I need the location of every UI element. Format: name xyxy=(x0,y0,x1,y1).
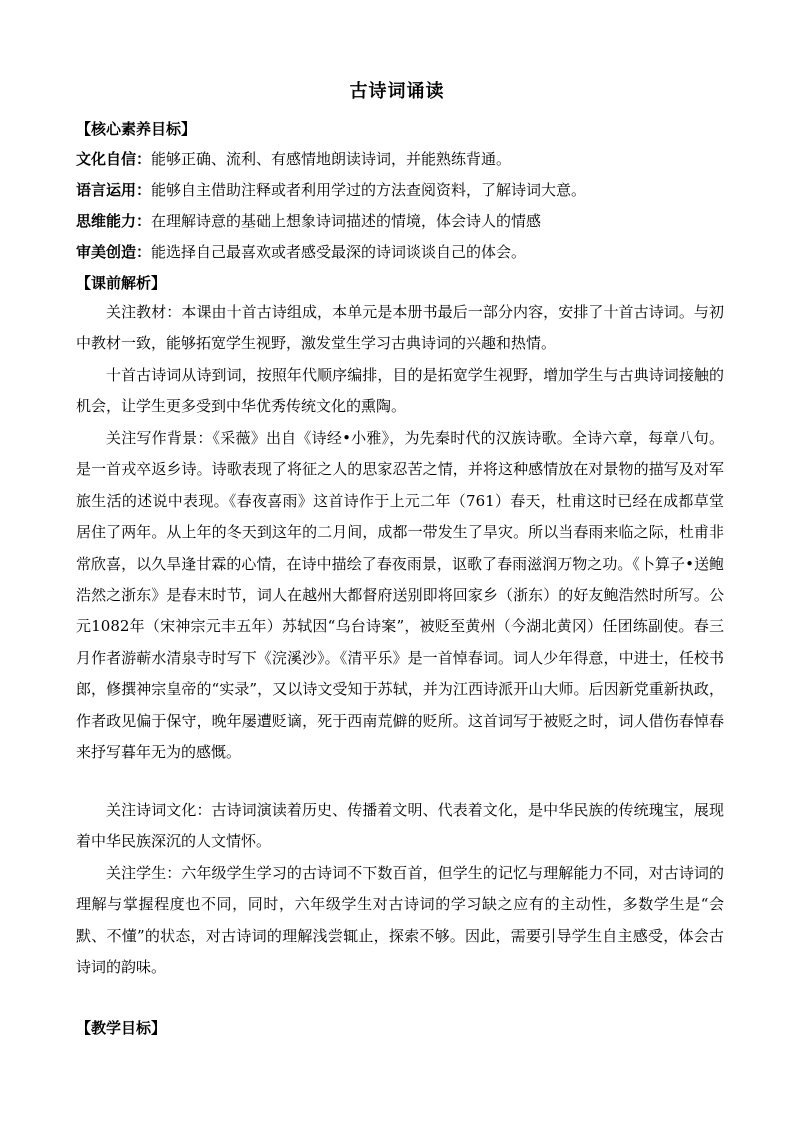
goal-label: 文化自信： xyxy=(76,150,152,168)
goal-text: 能选择自己最喜欢或者感受最深的诗词谈谈自己的体会。 xyxy=(151,243,527,261)
teaching-goals-heading: 【教学目标】 xyxy=(76,1019,167,1037)
goal-item-aesthetic xyxy=(76,241,736,262)
paragraph-background: 关注写作背景：《采薇》出自《诗经•小雅》，为先秦时代的汉族诗歌。全诗六章，每章八句。是一首戎卒返乡诗。诗歌表现了将征之人的思家忍苦之情，并将这种感情放在对景物的描写及对军旅生活的述说中表现。《春夜喜雨》这首诗作于上元二年（761）春天，杜甫这时已经在成都草堂居住了两年。从上年的冬天到这年的二月间，成都一带发生了旱灾。所以当春雨来临之际，杜甫非常欣喜，以久旱逢甘霖的心情，在诗中描绘了春夜雨景，讴歌了春雨滋润万物之功。《卜算子•送鲍浩然之浙东》是春末时节，词人在越州大都督府送别即将回家乡（浙东）的好友鲍浩然时所写。公元1082年（宋神宗元丰五年）苏轼因“乌台诗案”，被贬至黄州（今湖北黄冈）任团练副使。春三月作者游蕲水清泉寺时写下《浣溪沙》。《清平乐》是一首悼春词。词人少年得意，中进士，任校书郎，修撰神宗皇帝的“实录”，又以诗文受知于苏轼，并为江西诗派开山大师。后因新党重新执政，作者政见偏于保守，晚年屡遭贬谪，死于西南荒僻的贬所。这首词写于被贬之时，词人借伤春悼春来抒写暮年无为的感慨。 xyxy=(76,429,724,762)
pre-class-heading: 【课前解析】 xyxy=(76,274,167,292)
goal-text: 在理解诗意的基础上想象诗词描述的情境，体会诗人的情感 xyxy=(151,212,542,230)
core-goals-heading: 【核心素养目标】 xyxy=(76,120,197,138)
goal-label: 审美创造： xyxy=(76,243,152,261)
page-title: 古诗词诵读 xyxy=(349,81,445,102)
goal-item-culture xyxy=(76,148,736,169)
goal-label: 思维能力： xyxy=(76,212,152,230)
goal-item-thinking xyxy=(76,210,736,231)
paragraph-students: 关注学生：六年级学生学习的古诗词不下数百首，但学生的记忆与理解能力不同，对古诗词的理解与掌握程度也不同，同时，六年级学生对古诗词的学习缺之应有的主动性，多数学生是“会默、不懂”的状态，对古诗词的理解浅尝辄止，探索不够。因此，需要引导学生自主感受，体会古诗词的韵味。 xyxy=(76,864,724,977)
goal-text: 能够正确、流利、有感情地朗读诗词，并能熟练背通。 xyxy=(151,150,512,168)
paragraph-arrangement: 十首古诗词从诗到词，按照年代顺序编排，目的是拓宽学生视野，增加学生与古典诗词接触的机会，让学生更多受到中华优秀传统文化的熏陶。 xyxy=(76,366,724,416)
goal-item-language xyxy=(76,179,736,200)
goal-text: 能够自主借助注释或者利用学过的方法查阅资料，了解诗词大意。 xyxy=(151,181,587,199)
paragraph-textbook: 关注教材：本课由十首古诗组成，本单元是本册书最后一部分内容，安排了十首古诗词。与初中教材一致，能够拓宽学生视野，激发堂生学习古典诗词的兴趣和热情。 xyxy=(76,303,724,353)
goal-label: 语言运用： xyxy=(76,181,152,199)
paragraph-culture: 关注诗词文化：古诗词演读着历史、传播着文明、代表着文化，是中华民族的传统瑰宝，展现着中华民族深沉的人文情怀。 xyxy=(76,801,724,851)
